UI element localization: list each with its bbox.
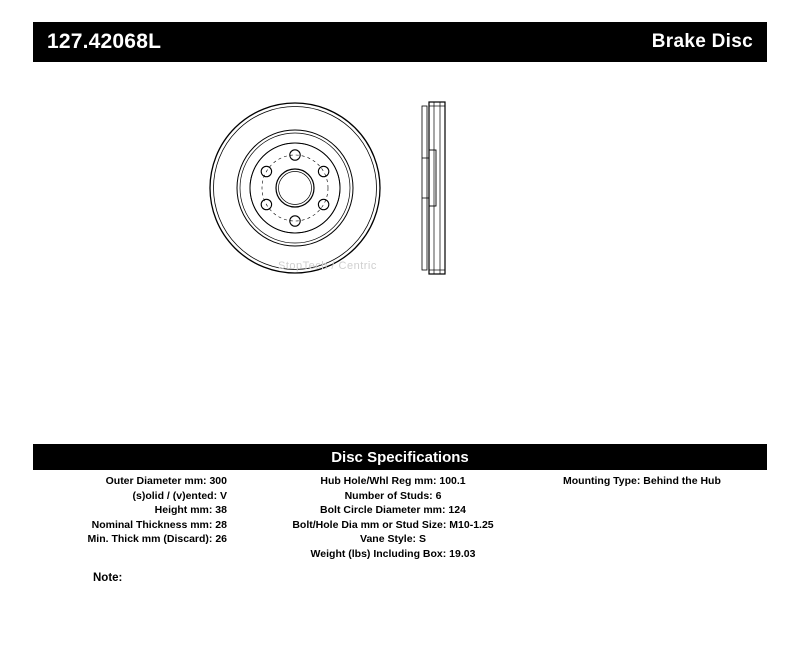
watermark: StopTech / Centric xyxy=(278,260,377,272)
product-type-label: Brake Disc xyxy=(651,31,753,52)
spec-item: Outer Diameter mm: 300 xyxy=(105,475,227,487)
stud-holes xyxy=(261,150,329,226)
technical-drawing xyxy=(33,70,767,435)
spec-item: Vane Style: S xyxy=(360,533,426,546)
rotor-drawing-svg xyxy=(33,70,767,435)
spec-column-right xyxy=(553,474,767,489)
spec-item: Nominal Thickness mm: 28 xyxy=(91,518,227,531)
spec-item: Bolt Circle Diameter mm: 124 xyxy=(320,504,466,517)
spec-item: Weight (lbs) Including Box: 19.03 xyxy=(310,547,476,560)
note-label: Note: xyxy=(93,572,123,584)
part-number: 127.42068L xyxy=(47,30,162,53)
spec-item: Bolt/Hole Dia mm or Stud Size: M10-1.25 xyxy=(292,518,494,531)
spec-item: Number of Studs: 6 xyxy=(344,489,442,502)
spec-title: Disc Specifications xyxy=(331,448,469,466)
spec-column-left xyxy=(33,474,233,547)
spec-title-bar xyxy=(33,444,767,470)
spec-item: Height mm: 38 xyxy=(154,504,227,517)
spec-item: (s)olid / (v)ented: V xyxy=(132,489,227,502)
rotor-outer-edge xyxy=(210,103,380,273)
spec-item: Min. Thick mm (Discard): 26 xyxy=(87,533,227,546)
spec-item: Hub Hole/Whl Reg mm: 100.1 xyxy=(320,475,466,487)
header-bar xyxy=(33,22,767,62)
spec-item: Mounting Type: Behind the Hub xyxy=(563,475,721,487)
spec-column-middle xyxy=(233,474,553,562)
spec-columns xyxy=(33,474,767,562)
rotor-side-view xyxy=(422,102,445,274)
